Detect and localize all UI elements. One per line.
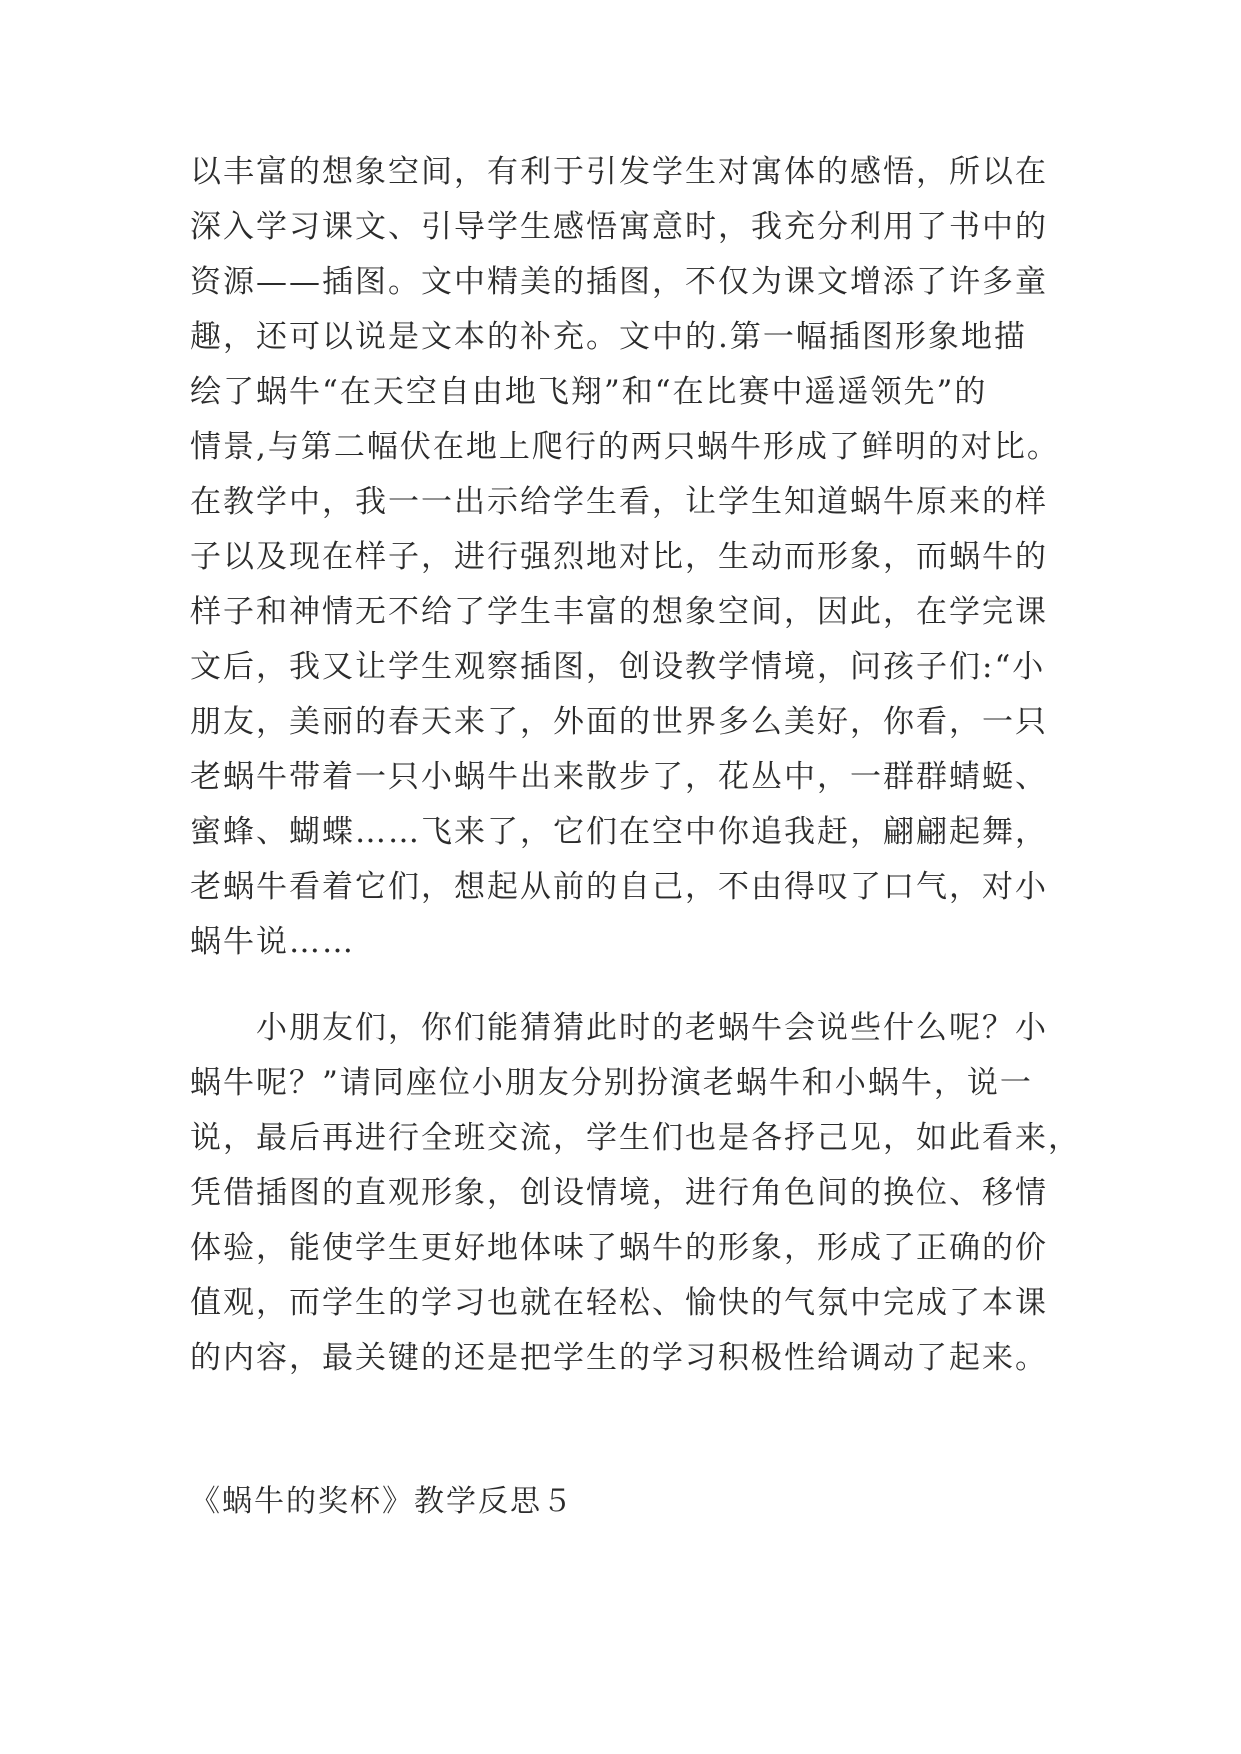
text-line: 在教学中，我一一出示给学生看，让学生知道蜗牛原来的样 <box>190 484 1048 520</box>
text-line: 蜗牛说…… <box>190 924 355 960</box>
text-line: 趣，还可以说是文本的补充。文中的.第一幅插图形象地描 <box>190 319 1027 355</box>
text-line: 值观，而学生的学习也就在轻松、愉快的气氛中完成了本课 <box>190 1285 1048 1321</box>
text-line: 的内容，最关键的还是把学生的学习积极性给调动了起来。 <box>190 1340 1048 1376</box>
text-line: 说，最后再进行全班交流，学生们也是各抒己见，如此看来， <box>190 1120 1081 1156</box>
text-line: 资源——插图。文中精美的插图，不仅为课文增添了许多童 <box>190 264 1048 300</box>
text-line: 小朋友们，你们能猜猜此时的老蜗牛会说些什么呢？小 <box>190 1010 1048 1046</box>
text-line: 以丰富的想象空间，有利于引发学生对寓体的感悟，所以在 <box>190 154 1048 190</box>
text-line: 文后，我又让学生观察插图，创设教学情境，问孩子们:“小 <box>190 649 1046 685</box>
text-line: 老蜗牛看着它们，想起从前的自己，不由得叹了口气，对小 <box>190 869 1048 905</box>
text-line: 绘了蜗牛“在天空自由地飞翔”和“在比赛中遥遥领先”的 <box>190 374 988 410</box>
text-line: 凭借插图的直观形象，创设情境，进行角色间的换位、移情 <box>190 1175 1048 1211</box>
text-line: 子以及现在样子，进行强烈地对比，生动而形象，而蜗牛的 <box>190 539 1048 575</box>
text-line: 蜜蜂、蝴蝶……飞来了，它们在空中你追我赶，翩翩起舞， <box>190 814 1048 850</box>
text-line: 深入学习课文、引导学生感悟寓意时，我充分利用了书中的 <box>190 209 1048 245</box>
text-line: 朋友，美丽的春天来了，外面的世界多么美好，你看，一只 <box>190 704 1048 740</box>
section-heading: 《蜗牛的奖杯》教学反思５ <box>190 1484 574 1519</box>
text-line: 老蜗牛带着一只小蜗牛出来散步了，花丛中，一群群蜻蜓、 <box>190 759 1048 795</box>
text-line: 蜗牛呢？”请同座位小朋友分别扮演老蜗牛和小蜗牛，说一 <box>190 1065 1033 1101</box>
text-line: 体验，能使学生更好地体味了蜗牛的形象，形成了正确的价 <box>190 1230 1048 1266</box>
text-line: 样子和神情无不给了学生丰富的想象空间，因此，在学完课 <box>190 594 1048 630</box>
text-line: 情景,与第二幅伏在地上爬行的两只蜗牛形成了鲜明的对比。 <box>190 429 1060 465</box>
